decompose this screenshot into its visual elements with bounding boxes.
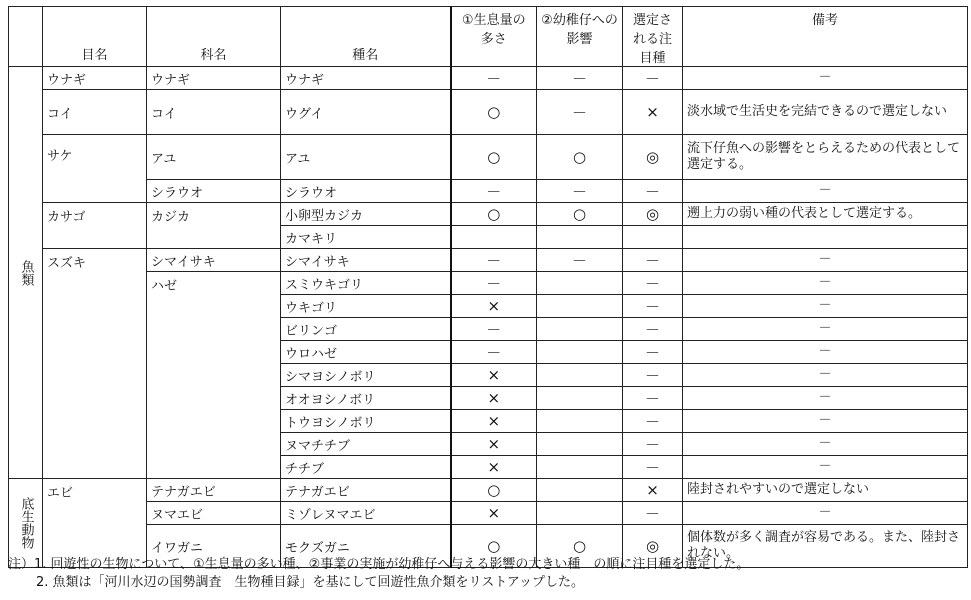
criterion2-cell: ○ <box>537 135 623 180</box>
order-header: 目名 <box>43 7 147 67</box>
criterion1-cell <box>451 226 537 249</box>
criterion1-cell: － <box>451 249 537 272</box>
criterion2-cell <box>537 341 623 364</box>
selected-cell: － <box>623 433 683 456</box>
species-cell: アユ <box>281 135 451 180</box>
species-cell: スミウキゴリ <box>281 272 451 295</box>
species-cell: ウナギ <box>281 67 451 90</box>
species-cell: 小卵型カジカ <box>281 203 451 226</box>
criterion1-cell: × <box>451 433 537 456</box>
criterion2-cell: ○ <box>537 203 623 226</box>
remarks-cell: － <box>683 502 968 525</box>
selected-cell: － <box>623 67 683 90</box>
order-cell: カサゴ <box>43 203 147 249</box>
criterion2-cell <box>537 318 623 341</box>
criterion2-cell: ○ <box>537 525 623 568</box>
table-row <box>9 203 968 226</box>
selected-cell: － <box>623 272 683 295</box>
family-cell: イワガニ <box>147 525 281 568</box>
criterion1-cell: × <box>451 502 537 525</box>
species-header: 種名 <box>281 7 451 67</box>
remarks-cell: 流下仔魚への影響をとらえるための代表として選定する。 <box>683 135 968 180</box>
selected-cell: ◎ <box>623 135 683 180</box>
criterion2-cell <box>537 502 623 525</box>
species-cell: オオヨシノボリ <box>281 387 451 410</box>
table-row <box>9 67 968 90</box>
remarks-cell: － <box>683 456 968 479</box>
criterion2-cell <box>537 272 623 295</box>
remarks-cell: － <box>683 341 968 364</box>
remarks-cell: － <box>683 364 968 387</box>
remarks-cell: 遡上力の弱い種の代表として選定する。 <box>683 203 968 226</box>
table-row <box>9 180 968 203</box>
species-cell: チチブ <box>281 456 451 479</box>
group-benthic <box>9 479 43 568</box>
remarks-cell: 個体数が多く調査が容易である。また、陸封されない。 <box>683 525 968 568</box>
criterion2-cell <box>537 295 623 318</box>
order-cell: エビ <box>43 479 147 568</box>
species-cell: ミゾレヌマエビ <box>281 502 451 525</box>
species-cell: ヌマチチブ <box>281 433 451 456</box>
footnotes <box>8 556 749 592</box>
selected-cell: － <box>623 364 683 387</box>
remarks-cell: － <box>683 295 968 318</box>
family-cell: ヌマエビ <box>147 502 281 525</box>
selected-cell: － <box>623 387 683 410</box>
remarks-cell: － <box>683 67 968 90</box>
footnote-2: 2. 魚類は「河川水辺の国勢調査 生物種目録」を基にして回遊性魚介類をリストアップした。 <box>36 575 584 590</box>
criterion1-cell: ○ <box>451 479 537 502</box>
family-cell: ウナギ <box>147 67 281 90</box>
species-cell: ウロハゼ <box>281 341 451 364</box>
remarks-cell: － <box>683 318 968 341</box>
species-cell: シマイサキ <box>281 249 451 272</box>
criterion1-cell: ○ <box>451 203 537 226</box>
criterion2-cell <box>537 364 623 387</box>
table-row <box>9 479 968 502</box>
remarks-cell: － <box>683 410 968 433</box>
table-row <box>9 502 968 525</box>
criterion1-cell: ○ <box>451 90 537 135</box>
species-cell: テナガエビ <box>281 479 451 502</box>
family-cell: アユ <box>147 135 281 180</box>
criterion1-cell: × <box>451 387 537 410</box>
criterion1-cell: ○ <box>451 135 537 180</box>
remarks-header: 備考 <box>683 7 968 67</box>
criterion1-cell: × <box>451 295 537 318</box>
species-cell: トウヨシノボリ <box>281 410 451 433</box>
selected-cell <box>623 226 683 249</box>
remarks-cell: 陸封されやすいので選定しない <box>683 479 968 502</box>
remarks-cell <box>683 226 968 249</box>
order-cell: サケ <box>43 135 147 203</box>
remarks-cell: － <box>683 272 968 295</box>
criterion1-cell: － <box>451 180 537 203</box>
group-fish-label: 魚類 <box>18 259 34 286</box>
criterion2-cell <box>537 456 623 479</box>
remarks-cell: － <box>683 387 968 410</box>
family-cell: シラウオ <box>147 180 281 203</box>
family-cell: カジカ <box>147 203 281 249</box>
family-cell: テナガエビ <box>147 479 281 502</box>
species-cell: ビリンゴ <box>281 318 451 341</box>
table-row <box>9 249 968 272</box>
criterion2-cell <box>537 410 623 433</box>
remarks-cell: － <box>683 180 968 203</box>
group-header-cell <box>9 7 43 67</box>
group-benthic-label: 底生動物 <box>18 497 34 549</box>
criterion1-cell: － <box>451 67 537 90</box>
criterion2-cell <box>537 226 623 249</box>
criterion2-cell <box>537 387 623 410</box>
selected-cell: － <box>623 341 683 364</box>
family-cell: ハゼ <box>147 272 281 479</box>
selected-cell: × <box>623 90 683 135</box>
species-cell: モクズガニ <box>281 525 451 568</box>
family-header: 科名 <box>147 7 281 67</box>
selected-cell: － <box>623 249 683 272</box>
criterion2-cell: － <box>537 180 623 203</box>
selected-header: 選定される注目種 <box>623 7 683 67</box>
remarks-cell: － <box>683 249 968 272</box>
group-fish <box>9 67 43 479</box>
species-cell: ウグイ <box>281 90 451 135</box>
selected-cell: － <box>623 410 683 433</box>
criterion1-cell: × <box>451 410 537 433</box>
remarks-cell: 淡水域で生活史を完結できるので選定しない <box>683 90 968 135</box>
selected-cell: － <box>623 318 683 341</box>
criterion2-cell: － <box>537 249 623 272</box>
remarks-cell: － <box>683 433 968 456</box>
species-cell: シラウオ <box>281 180 451 203</box>
species-cell: シマヨシノボリ <box>281 364 451 387</box>
table-row <box>9 272 968 295</box>
table-row <box>9 90 968 135</box>
order-cell: ウナギ <box>43 67 147 90</box>
selected-cell: ◎ <box>623 525 683 568</box>
criterion1-cell: － <box>451 272 537 295</box>
order-cell: コイ <box>43 90 147 135</box>
selected-cell: － <box>623 295 683 318</box>
criterion2-cell <box>537 479 623 502</box>
selected-cell: ◎ <box>623 203 683 226</box>
criterion1-cell: × <box>451 456 537 479</box>
table-row <box>9 135 968 180</box>
criterion1-cell: × <box>451 364 537 387</box>
criterion2-cell: － <box>537 67 623 90</box>
family-cell: コイ <box>147 90 281 135</box>
criterion2-cell: － <box>537 90 623 135</box>
footnote-1: 注）1. 回遊性の生物について、①生息量の多い種、②事業の実施が幼稚仔へ与える影響の大きい種 の順に注目種を選定した。 <box>8 557 750 572</box>
species-selection-table <box>8 6 968 568</box>
family-cell: シマイサキ <box>147 249 281 272</box>
species-cell: カマキリ <box>281 226 451 249</box>
criterion1-cell: － <box>451 341 537 364</box>
criterion2-cell <box>537 433 623 456</box>
selected-cell: － <box>623 502 683 525</box>
species-cell: ウキゴリ <box>281 295 451 318</box>
selected-cell: × <box>623 479 683 502</box>
header-row <box>9 7 968 67</box>
order-cell: スズキ <box>43 249 147 479</box>
selected-cell: － <box>623 180 683 203</box>
selected-cell: － <box>623 456 683 479</box>
criterion1-cell: － <box>451 318 537 341</box>
criterion1-header: ①生息量の多さ <box>451 7 537 67</box>
criterion1-cell: ○ <box>451 525 537 568</box>
criterion2-header: ②幼稚仔への影響 <box>537 7 623 67</box>
